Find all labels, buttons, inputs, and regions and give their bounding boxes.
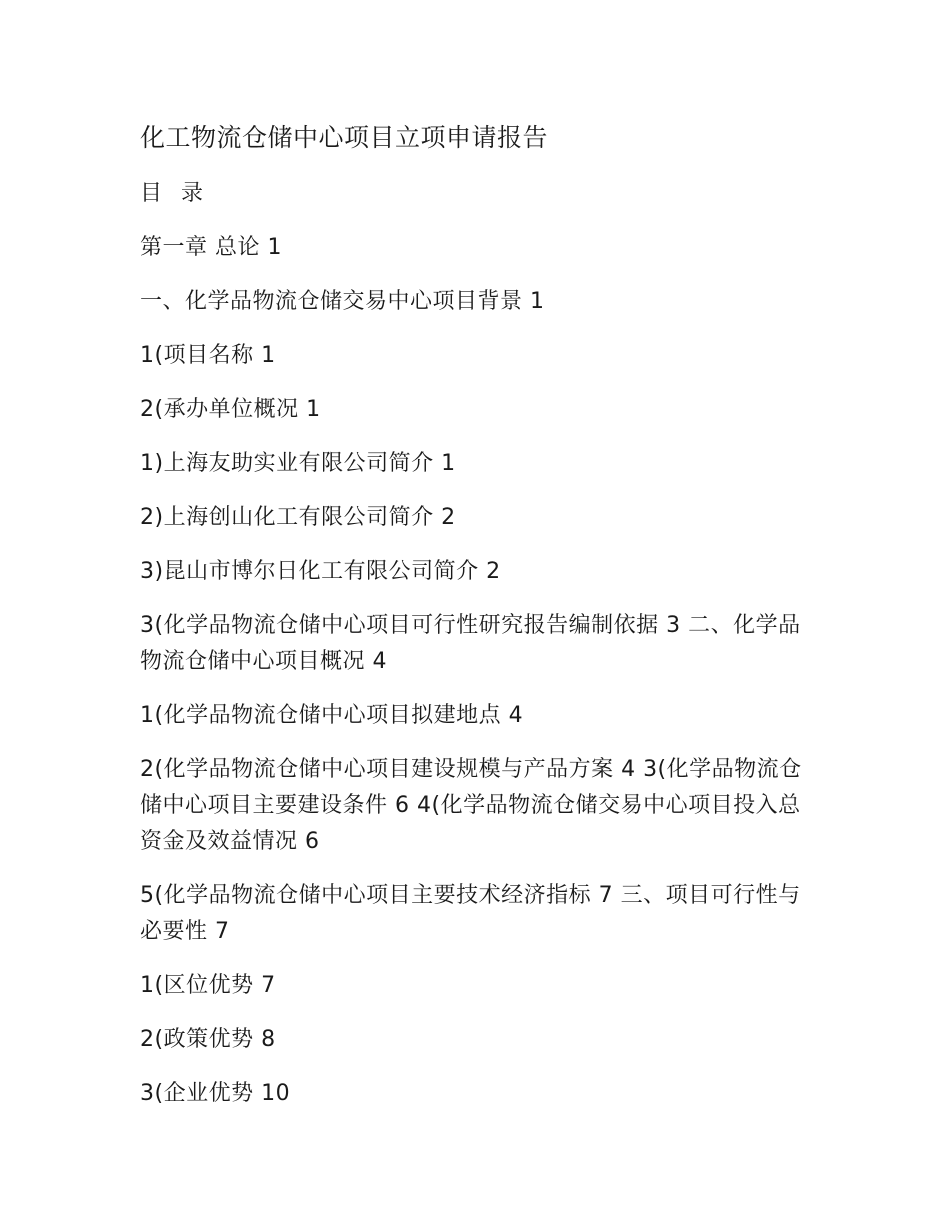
- toc-line: 第一章 总论 1: [140, 235, 282, 260]
- toc-line: 2(化学品物流仓储中心项目建设规模与产品方案 4 3(化学品物流仓储中心项目主要建设条件 6 4(化学品物流仓储交易中心项目投入总资金及效益情况 6: [140, 757, 802, 854]
- toc-line: 1(项目名称 1: [140, 343, 276, 368]
- document-title: 化工物流仓储中心项目立项申请报告: [140, 123, 549, 152]
- toc-line: 2(承办单位概况 1: [140, 397, 321, 422]
- document-body: [140, 118, 812, 1130]
- toc-line: 3(企业优势 10: [140, 1081, 291, 1106]
- toc-line: 3(化学品物流仓储中心项目可行性研究报告编制依据 3 二、化学品物流仓储中心项目概况 4: [140, 613, 801, 674]
- toc-line: 1)上海友助实业有限公司简介 1: [140, 451, 456, 476]
- toc-line: 1(区位优势 7: [140, 973, 276, 998]
- table-of-contents: [140, 230, 812, 1112]
- toc-line: 一、化学品物流仓储交易中心项目背景 1: [140, 289, 545, 314]
- toc-line: 5(化学品物流仓储中心项目主要技术经济指标 7 三、项目可行性与必要性 7: [140, 883, 801, 944]
- toc-line: 2(政策优势 8: [140, 1027, 276, 1052]
- toc-line: 1(化学品物流仓储中心项目拟建地点 4: [140, 703, 524, 728]
- toc-heading: 目 录: [140, 181, 209, 206]
- toc-line: 2)上海创山化工有限公司简介 2: [140, 505, 456, 530]
- toc-line: 3)昆山市博尔日化工有限公司简介 2: [140, 559, 501, 584]
